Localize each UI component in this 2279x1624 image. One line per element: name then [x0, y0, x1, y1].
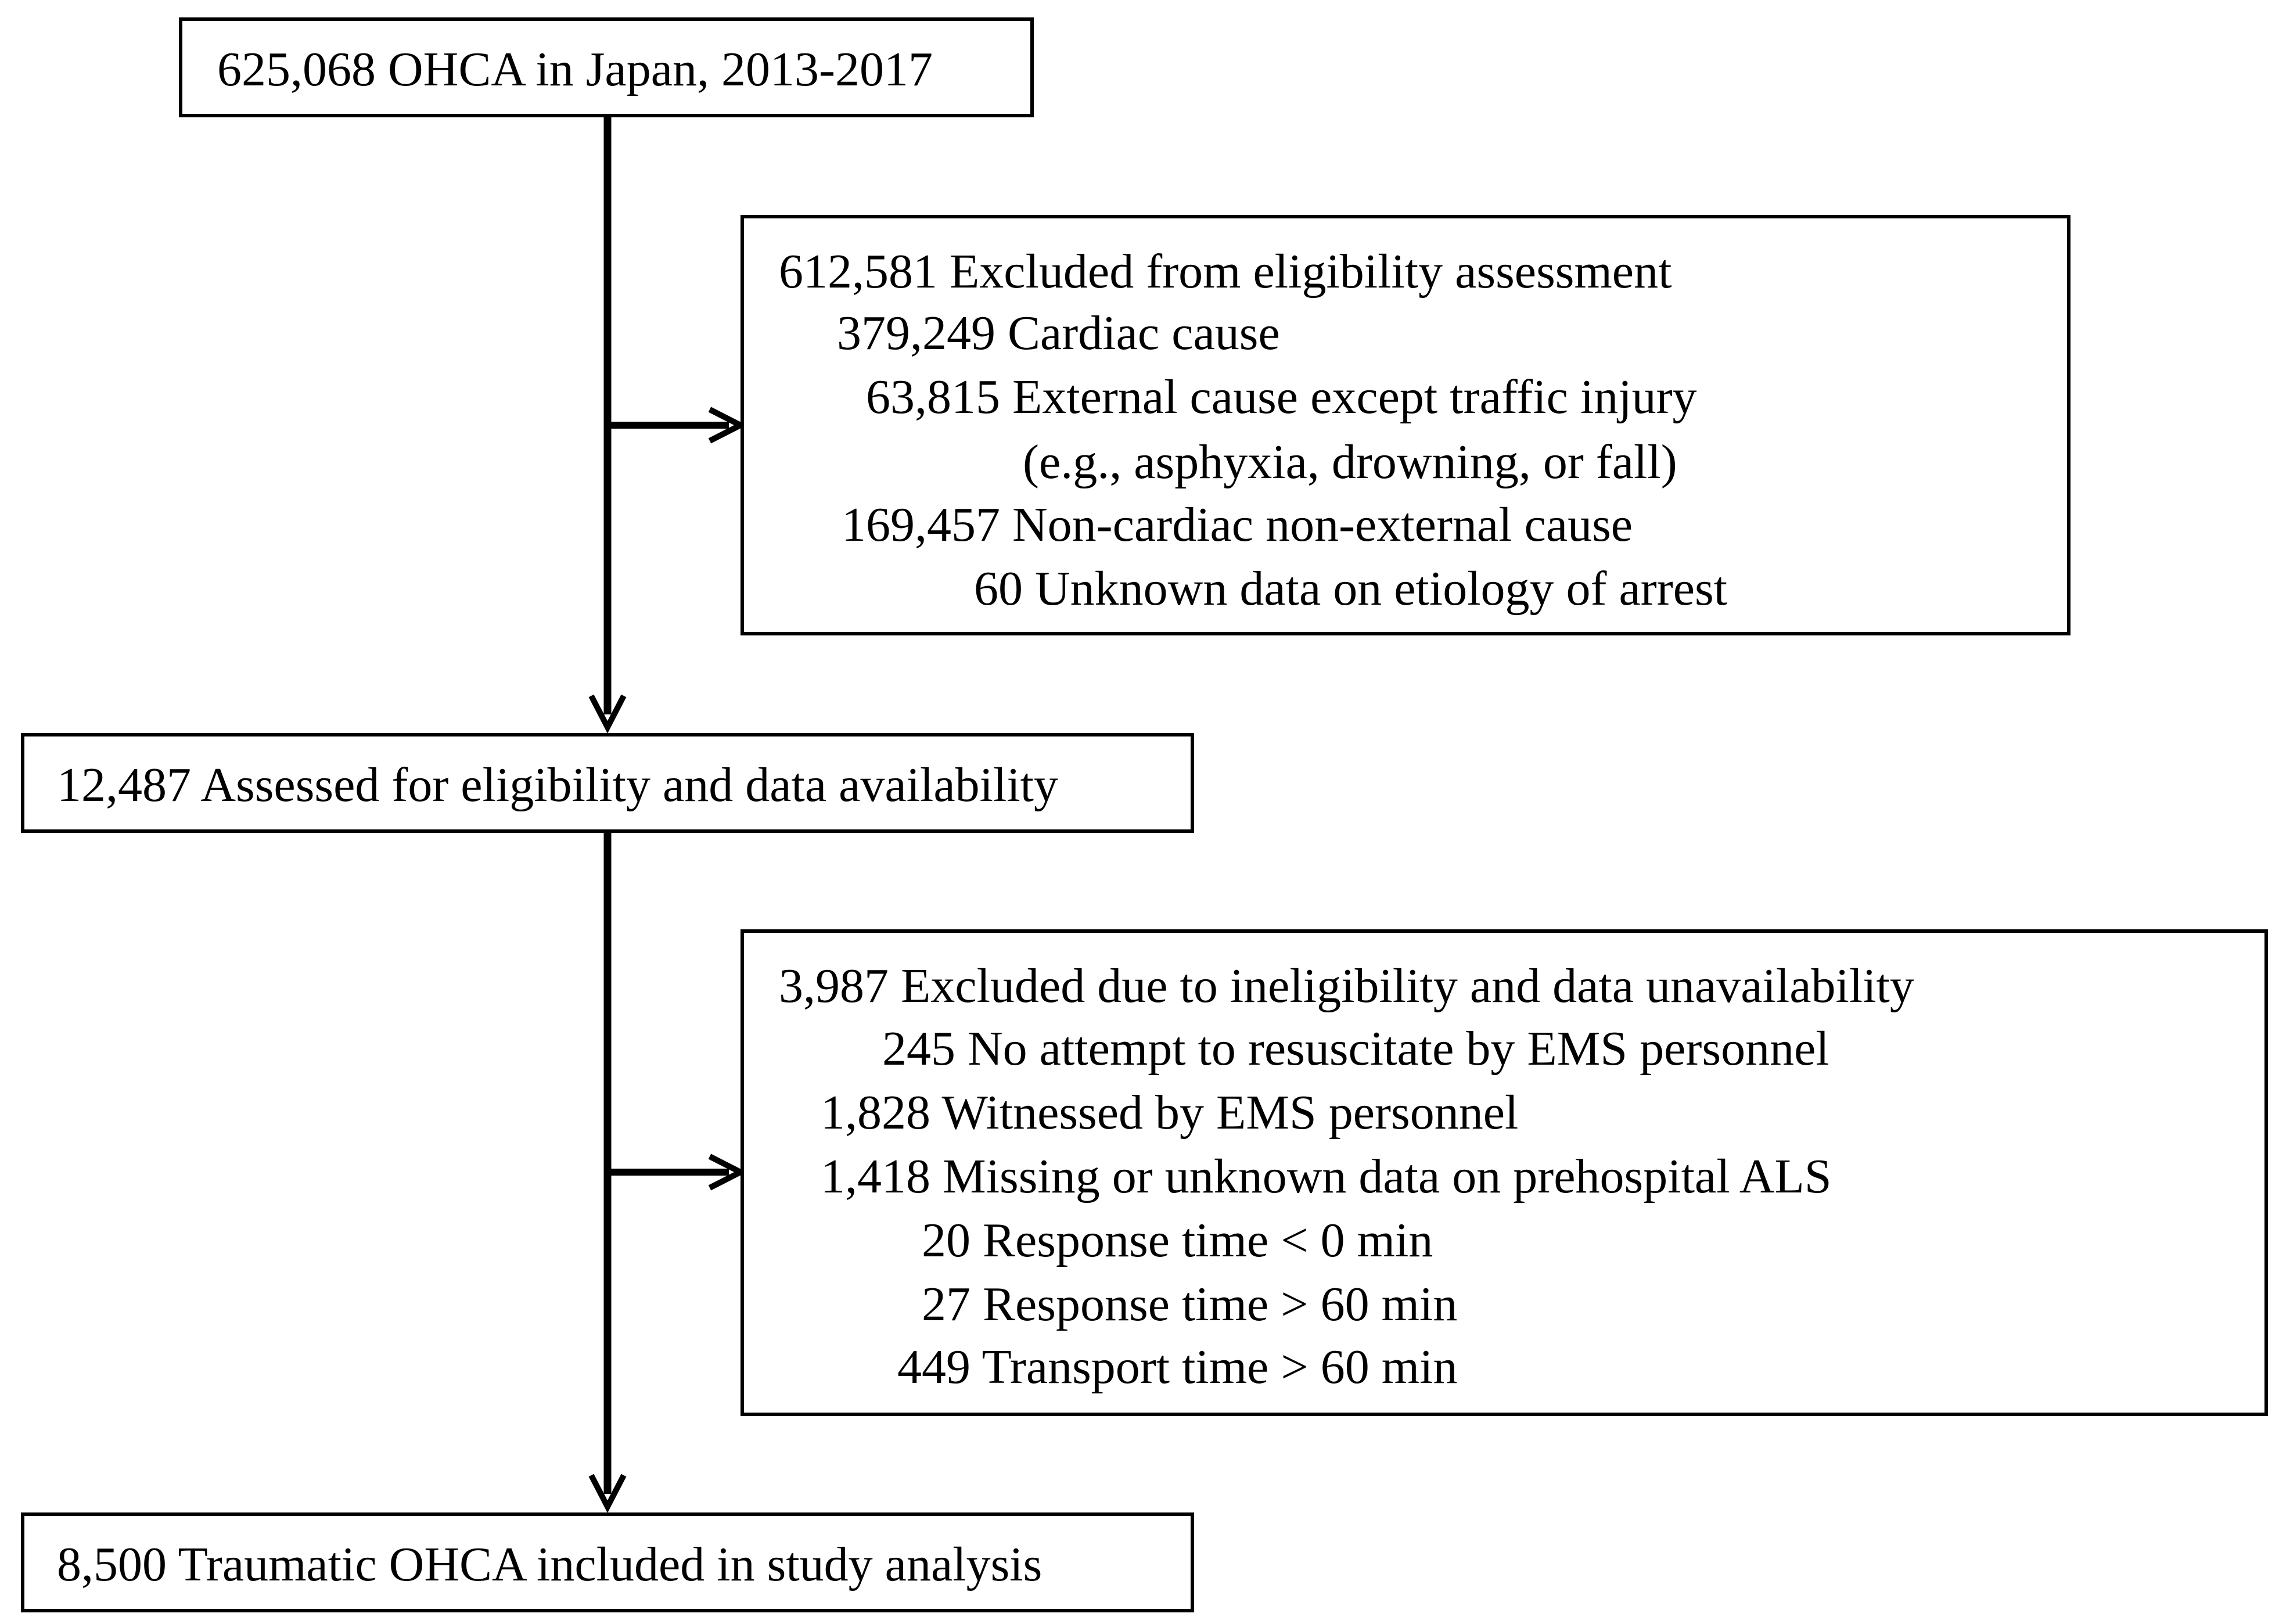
- assessed-box: [21, 733, 1194, 833]
- exclusion-1-label: Cardiac cause: [1008, 306, 1280, 360]
- included-text: 8,500 Traumatic OHCA included in study analysis: [57, 1537, 1043, 1591]
- start-box: [179, 17, 1034, 117]
- exclusion-2-item: [922, 1213, 1433, 1267]
- exclusion-2-item: [882, 1022, 1829, 1076]
- exclusion-1-item: [974, 562, 1728, 616]
- assessed-text: 12,487 Assessed for eligibility and data availability: [57, 758, 1059, 812]
- exclusion-1-count: 60: [974, 562, 1023, 616]
- exclusion-1-count: 169,457: [842, 498, 1000, 552]
- exclusion-box-2: [741, 929, 2268, 1416]
- exclusion-2-count: 449: [897, 1340, 970, 1394]
- exclusion-2-count: 245: [882, 1022, 955, 1076]
- exclusion-2-count: 27: [922, 1277, 970, 1331]
- exclusion-2-item: [897, 1340, 1458, 1394]
- exclusion-2-label: No attempt to resuscitate by EMS personnel: [968, 1022, 1829, 1076]
- exclusion-1-count: 63,815: [866, 370, 1000, 424]
- exclusion-2-label: Witnessed by EMS personnel: [941, 1086, 1519, 1140]
- exclusion-1-item-continuation: [1023, 435, 1677, 489]
- exclusion-2-count: 1,828: [821, 1086, 930, 1140]
- exclusion-2-label: Transport time > 60 min: [982, 1340, 1458, 1394]
- exclusion-2-item: [821, 1149, 1832, 1203]
- exclusion-2-count: 20: [922, 1213, 970, 1267]
- exclusion-1-label: (e.g., asphyxia, drowning, or fall): [1023, 435, 1677, 489]
- exclusion-2-label: Missing or unknown data on prehospital ALS: [943, 1149, 1832, 1203]
- exclusion-1-item: [866, 370, 1697, 424]
- exclusion-2-label: Response time < 0 min: [983, 1213, 1433, 1267]
- exclusion-2-header: 3,987 Excluded due to ineligibility and data unavailability: [779, 959, 1914, 1013]
- exclusion-1-count: 379,249: [837, 306, 995, 360]
- exclusion-box-1: [741, 215, 2070, 635]
- exclusion-1-label: Non-cardiac non-external cause: [1012, 498, 1633, 552]
- exclusion-1-label: Unknown data on etiology of arrest: [1035, 562, 1728, 616]
- start-text: 625,068 OHCA in Japan, 2013-2017: [217, 42, 933, 96]
- exclusion-1-item: [837, 306, 1280, 360]
- exclusion-2-label: Response time > 60 min: [983, 1277, 1458, 1331]
- exclusion-1-item: [842, 498, 1633, 552]
- exclusion-2-item: [821, 1086, 1519, 1140]
- exclusion-2-count: 1,418: [821, 1149, 930, 1203]
- exclusion-1-header: 612,581 Excluded from eligibility assessment: [779, 245, 1672, 299]
- included-box: [21, 1512, 1194, 1612]
- exclusion-1-label: External cause except traffic injury: [1012, 370, 1697, 424]
- exclusion-2-item: [922, 1277, 1458, 1331]
